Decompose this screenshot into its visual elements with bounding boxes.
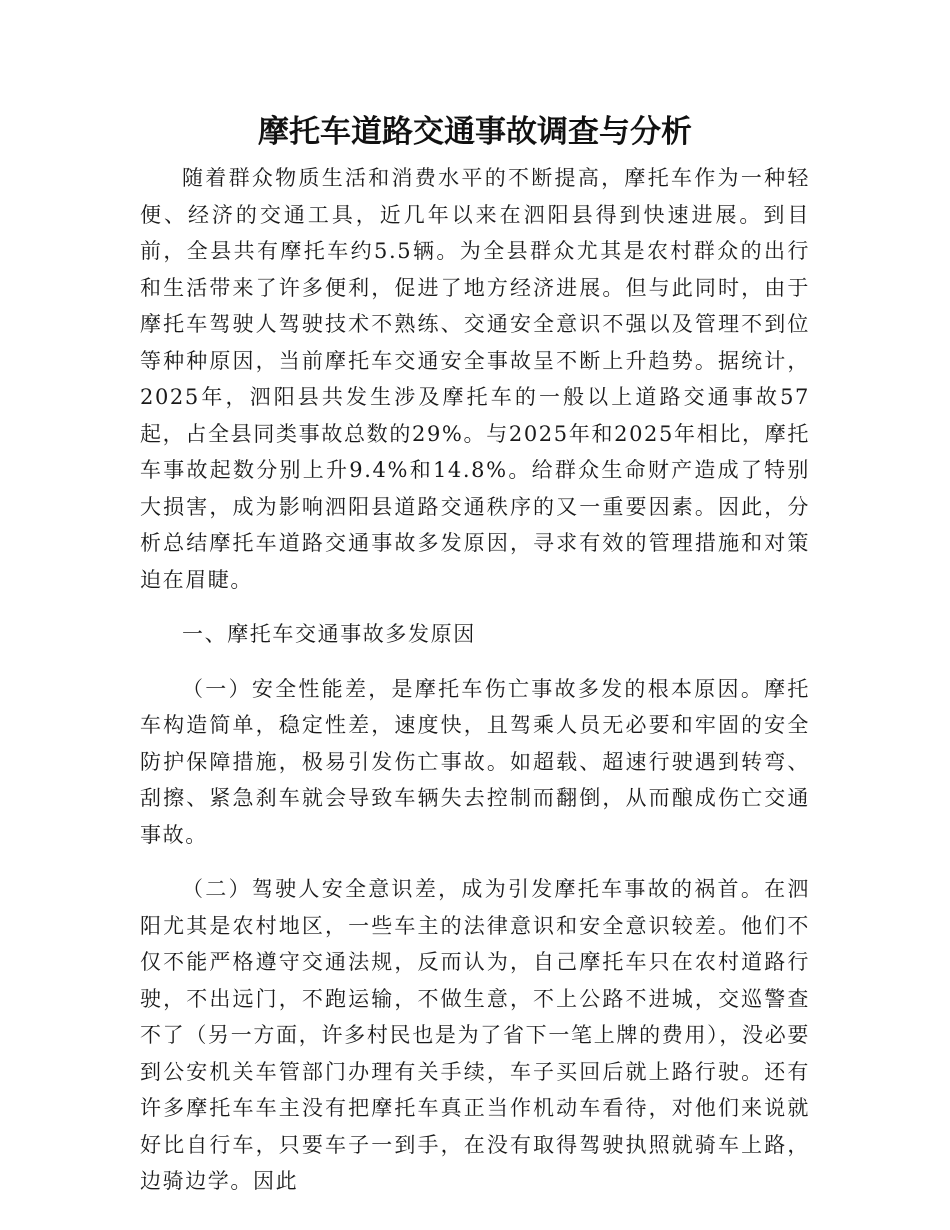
subsection-paragraph-1: （一）安全性能差，是摩托车伤亡事故多发的根本原因。摩托车构造简单，稳定性差，速度快，且驾乘人员无必要和牢固的安全防护保障措施，极易引发伤亡事故。如超载、超速行驶遇到转弯、刮擦、紧急刹车就会导致车辆失去控制而翻倒，从而酿成伤亡交通事故。	[140, 676, 810, 847]
page-title: 摩托车道路交通事故调查与分析	[258, 114, 692, 150]
document-body	[140, 160, 810, 1200]
intro-paragraph: 随着群众物质生活和消费水平的不断提高，摩托车作为一种轻便、经济的交通工具，近几年以来在泗阳县得到快速进展。到目前，全县共有摩托车约5.5辆。为全县群众尤其是农村群众的出行和生活带来了许多便利，促进了地方经济进展。但与此同时，由于摩托车驾驶人驾驶技术不熟练、交通安全意识不强以及管理不到位等种种原因，当前摩托车交通安全事故呈不断上升趋势。据统计，2025年，泗阳县共发生涉及摩托车的一般以上道路交通事故57起，占全县同类事故总数的29%。与2025年和2025年相比，摩托车事故起数分别上升9.4%和14.8%。给群众生命财产造成了特别大损害，成为影响泗阳县道路交通秩序的又一重要因素。因此，分析总结摩托车道路交通事故多发原因，寻求有效的管理措施和对策迫在眉睫。	[140, 166, 810, 592]
subsection-paragraph-2: （二）驾驶人安全意识差，成为引发摩托车事故的祸首。在泗阳尤其是农村地区，一些车主的法律意识和安全意识较差。他们不仅不能严格遵守交通法规，反而认为，自己摩托车只在农村道路行驶，不出远门，不跑运输，不做生意，不上公路不进城，交巡警查不了（另一方面，许多村民也是为了省下一笔上牌的费用），没必要到公安机关车管部门办理有关手续，车子买回后就上路行驶。还有许多摩托车车主没有把摩托车真正当作机动车看待，对他们来说就好比自行车，只要车子一到手，在没有取得驾驶执照就骑车上路，边骑边学。因此	[140, 877, 810, 1193]
section-heading: 一、摩托车交通事故多发原因	[182, 622, 476, 646]
